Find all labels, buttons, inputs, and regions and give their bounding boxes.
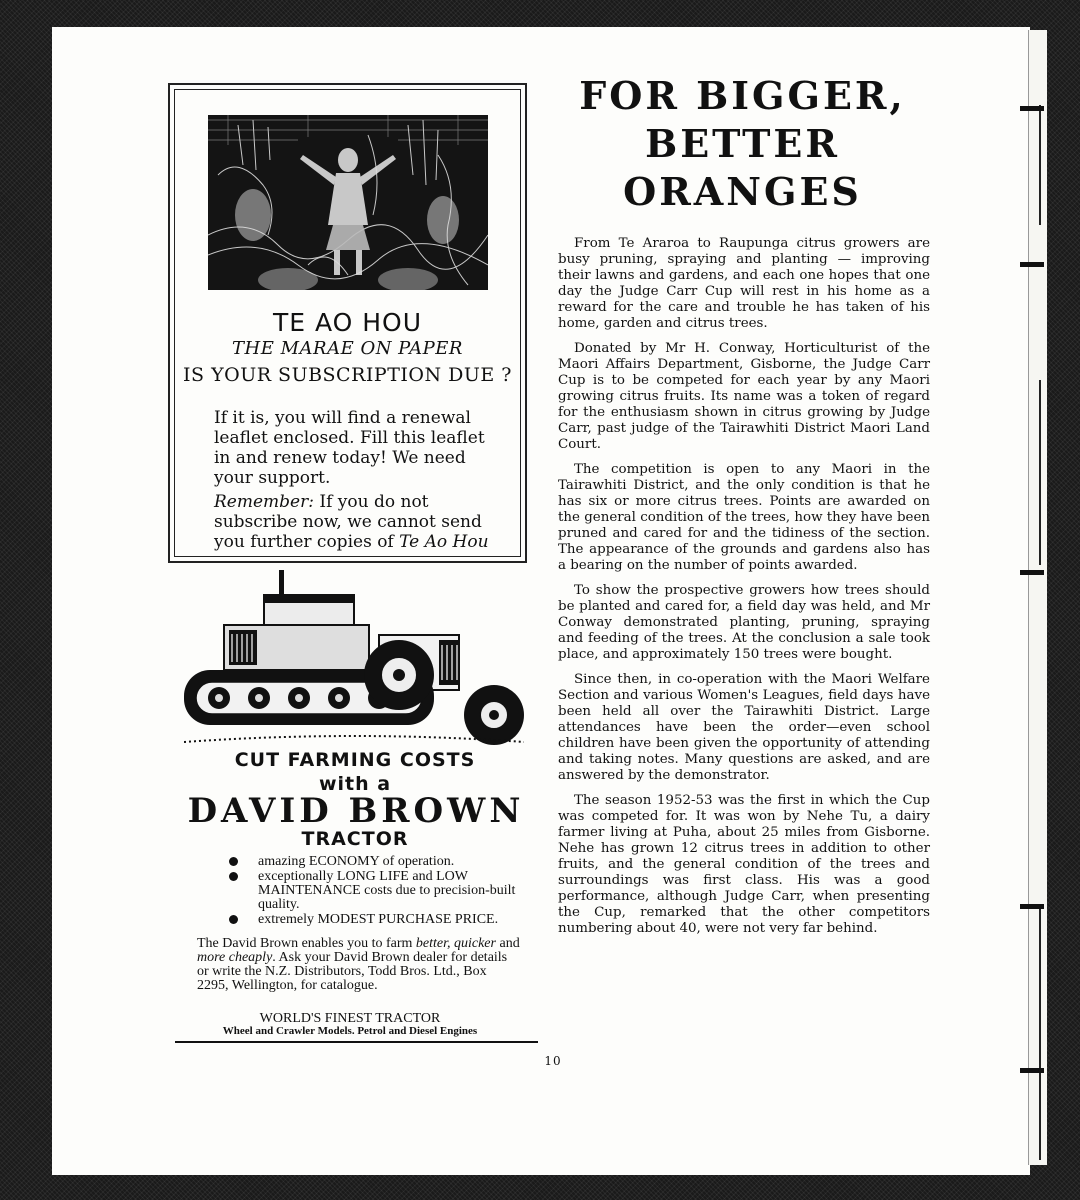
divider: [175, 1041, 538, 1043]
tractor-illustration: [184, 570, 524, 750]
article-headline: [555, 72, 930, 216]
renewal-paragraph: If it is, you will find a renewal leaflet enclosed. Fill this leaflet in and renew today! We need your support.: [214, 408, 485, 488]
remember-label: Remember:: [214, 492, 314, 512]
spine-line: [1039, 380, 1041, 565]
body-emphasis: better, quicker: [415, 936, 496, 951]
article-paragraph: Donated by Mr H. Conway, Horticulturist of the Maori Affairs Department, Gisborne, the Judge Carr Cup is to be competed for each year by any Maori growing citrus fruits. Its name was a token of regard for the enthusiasm shown in citrus growing by Judge Carr, past judge of the Tairawhiti District Maori Land Court.: [558, 341, 930, 452]
bullet-icon: [229, 857, 238, 866]
tractor-label: TRACTOR: [301, 828, 409, 850]
remember-text: If you do not subscribe now, we cannot send you further copies of: [214, 492, 482, 552]
article-paragraph: The season 1952-53 was the first in which the Cup was competed for. It was won by Nehe Tu, a dairy farmer living at Puha, about 25 miles from Gisborne. Nehe has grown 12 citrus trees in addition to other fruits, and the general condition of the trees and surroundings was first class. His was a good performance, although Judge Carr, when presenting the Cup, remarked that the other competitors numbering about 40, were not very far behind.: [558, 793, 930, 936]
headline-line3: ORANGES: [623, 169, 862, 214]
bullet-icon: [229, 872, 238, 881]
body-text: and: [495, 936, 520, 951]
tractor-ad-headline-line2: with a: [318, 773, 392, 795]
feature-text: amazing ECONOMY of operation.: [258, 854, 455, 869]
tractor-ad-headline: [175, 748, 535, 796]
magazine-name: Te Ao Hou: [399, 532, 489, 552]
article-body: [558, 236, 930, 946]
bullet-icon: [229, 915, 238, 924]
binding-staple: [1020, 106, 1044, 111]
facing-page-edge: [1028, 30, 1047, 1165]
headline-line1: FOR BIGGER,: [579, 73, 906, 118]
tractor-ad-body: [197, 937, 521, 993]
binding-staple: [1020, 904, 1044, 909]
tractor-ad-slogan: WORLD'S FINEST TRACTOR: [259, 1011, 441, 1026]
spine-line: [1039, 105, 1041, 225]
article-paragraph: From Te Araroa to Raupunga citrus growers are busy pruning, spraying and planting — improving their lawns and gardens, and each one hopes that one day the Judge Carr Cup will rest in his home as a reward for the care and trouble he has taken of his home, garden and citrus trees.: [558, 236, 930, 331]
binding-staple: [1020, 570, 1044, 575]
binding-staple: [1020, 262, 1044, 267]
body-text: The David Brown enables you to farm: [197, 936, 416, 951]
te-ao-hou-title: TE AO HOU: [272, 308, 423, 337]
article-paragraph: The competition is open to any Maori in the Tairawhiti District, and the only condition is that he has six or more citrus trees. Points are awarded on the general condition of the trees, how they have been pruned and cared for and the tidiness of the section. The appearance of the grounds and gardens also has a bearing on the number of points awarded.: [558, 462, 930, 573]
engraving-art: [208, 115, 488, 290]
subscription-body: [214, 408, 504, 556]
remember-paragraph: [214, 492, 504, 552]
spine-line: [1039, 905, 1041, 1160]
feature-text: exceptionally LONG LIFE and LOW MAINTENANCE costs due to precision-built quality.: [258, 869, 516, 912]
body-text: . Ask your David Brown dealer for details or write the N.Z. Distributors, Todd Bros. Ltd., Box 2295, Wellington, for catalogue.: [197, 950, 508, 993]
tractor-feature-list: [224, 855, 524, 928]
marae-engraving-illustration: [208, 115, 488, 290]
body-emphasis: more cheaply: [197, 950, 273, 965]
list-item: [224, 855, 524, 869]
david-brown-brand: DAVID BROWN: [187, 791, 525, 831]
feature-text: extremely MODEST PURCHASE PRICE.: [258, 912, 499, 927]
headline-line2: BETTER: [645, 121, 840, 166]
article-paragraph: Since then, in co-operation with the Maori Welfare Section and various Women's Leagues, field days have been held all over the Tairawhiti District. Large attendances have been the order—even school children have been given the opportunity of attending and taking notes. Many questions are asked, and are answered by the demonstrator.: [558, 672, 930, 783]
subscription-question: IS YOUR SUBSCRIPTION DUE ?: [183, 364, 512, 386]
marae-on-paper-subtitle: THE MARAE ON PAPER: [232, 338, 463, 359]
list-item: [224, 913, 524, 927]
tractor-ad-headline-line1: CUT FARMING COSTS: [234, 749, 476, 771]
list-item: [224, 870, 524, 912]
page-number: 10: [544, 1054, 562, 1068]
binding-staple: [1020, 1068, 1044, 1073]
article-paragraph: To show the prospective growers how trees should be planted and cared for, a field day was held, and Mr Conway demonstrated planting, pruning, spraying and feeding of the trees. At the conclusion a sale took place, and approximately 150 trees were bought.: [558, 583, 930, 662]
tractor-ad-models: Wheel and Crawler Models. Petrol and Diesel Engines: [222, 1025, 478, 1037]
crawler-tractor-art: [184, 570, 524, 750]
